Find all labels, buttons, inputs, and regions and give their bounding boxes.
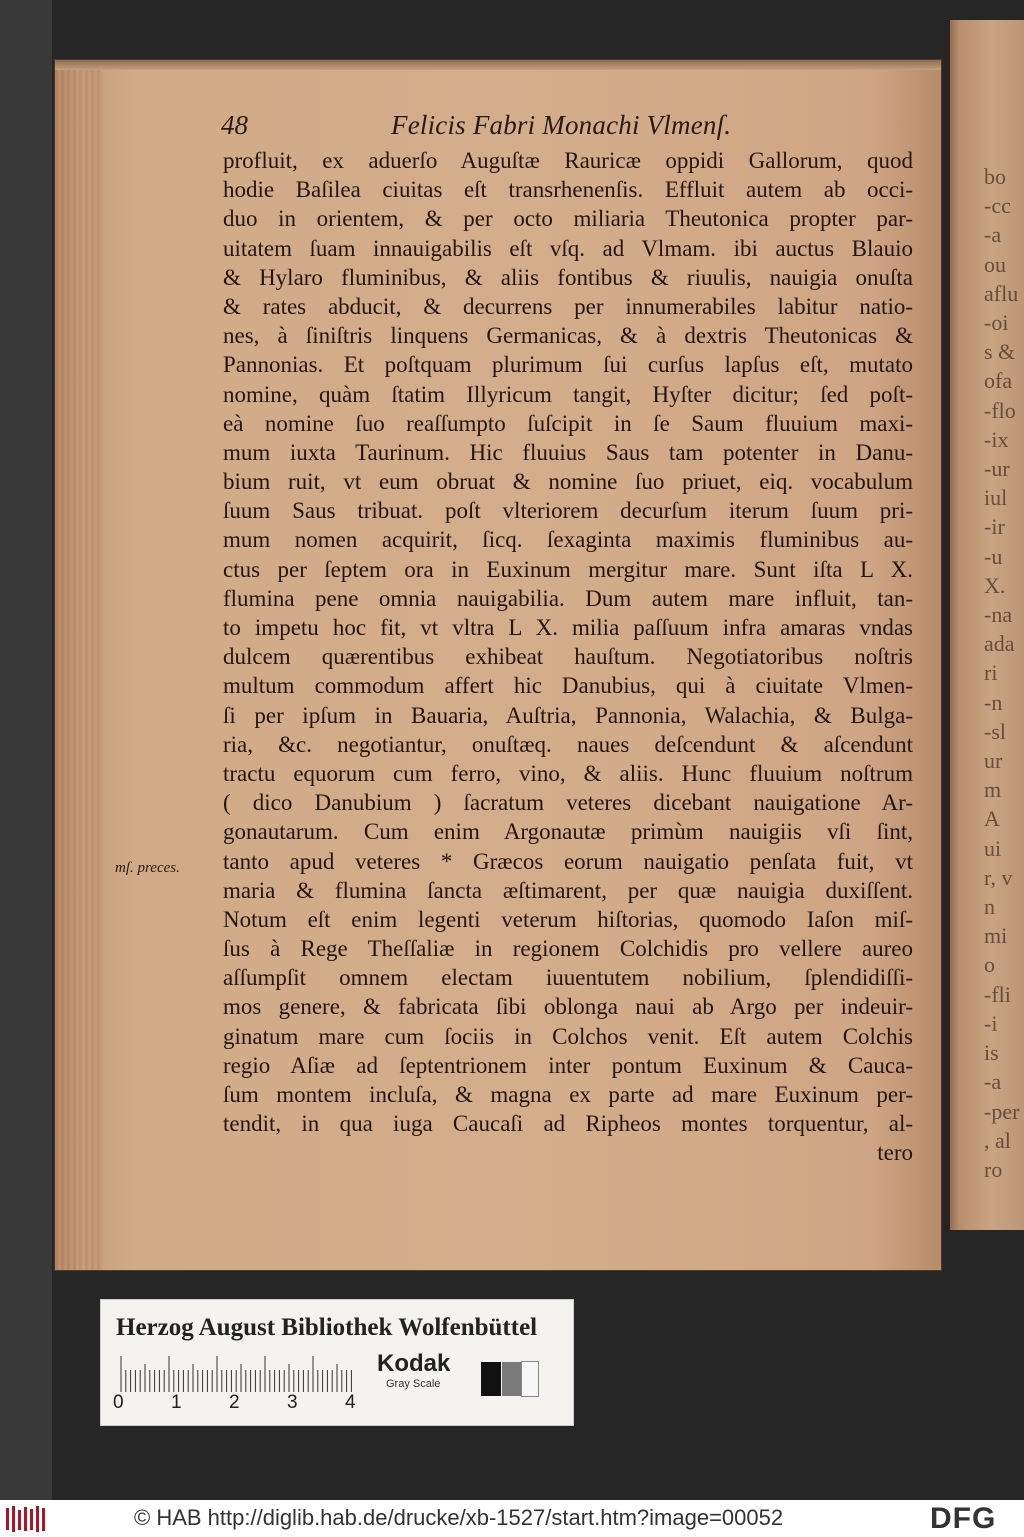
ruler-digit-2: 2 [229, 1392, 240, 1413]
opposite-page-fragment: -per [984, 1098, 1020, 1124]
opposite-page-fragment: -sl [984, 718, 1006, 744]
opposite-page-fragment: X. [984, 572, 1006, 598]
text-line: dulcem quærentibus exhibeat hauſtum. Negotiatoribus noſtris [223, 644, 913, 670]
kodak-logo: Kodak [377, 1350, 451, 1377]
gray-scale-label: Gray Scale [386, 1378, 441, 1390]
opposite-page-fragment: , al [984, 1127, 1011, 1153]
opposite-page-fragment: -ir [984, 514, 1005, 540]
opposite-page [944, 20, 1024, 1230]
ruler-digit-0: 0 [113, 1392, 124, 1413]
footer-bar [0, 1500, 1024, 1537]
opposite-page-fragment: ada [984, 631, 1015, 657]
opposite-page-fragment: -i [984, 1010, 998, 1036]
opposite-page-fragment: -ix [984, 426, 1009, 452]
running-title: Felicis Fabri Monachi Vlmenſ. [391, 110, 732, 140]
opposite-page-fragment: -n [984, 689, 1003, 715]
hab-logo-icon [6, 1506, 50, 1532]
text-line: bium ruit, vt eum obruat & nomine ſuo priuet, eiq. vocabulum [223, 469, 913, 495]
text-line: maria & flumina ſancta æſtimarent, per quæ nauigia duxiſſent. [223, 877, 913, 903]
text-line: nomine, quàm ſtatim Illyricum tangit, Hyſter dicitur; ſed poſt- [223, 381, 913, 407]
text-line: tendit, in qua iuga Caucaſi ad Ripheos montes torquentur, al- [223, 1111, 913, 1137]
page-edge-top [55, 60, 941, 70]
page-number: 48 [221, 110, 248, 140]
text-line: ſum montem incluſa, & magna ex parte ad mare Euxinum per- [223, 1082, 913, 1107]
text-line: mum iuxta Taurinum. Hic fluuius Saus tam potenter in Danu- [223, 439, 913, 465]
page-edge-left [55, 60, 103, 1270]
book-gutter [944, 20, 950, 1230]
text-line: Pannonias. Et poſtquam plurimum ſui curſus lapſus eſt, mutato [223, 352, 913, 378]
text-line: ( dico Danubium ) ſacratum veteres dicebant nauigatione Ar- [223, 790, 913, 816]
text-line: nes, à ſiniſtris linquens Germanicas, & à dextris Theutonicas & [223, 323, 913, 349]
text-line: ſi per ipſum in Bauaria, Auſtria, Pannonia, Walachia, & Bulga- [223, 702, 913, 728]
opposite-page-fragment: o [984, 952, 995, 978]
gray-swatch-white [522, 1362, 538, 1396]
text-line: gonautarum. Cum enim Argonautæ primùm nauigiis vſi ſint, [223, 819, 913, 845]
text-line: ſuum Saus tribuat. poſt vlteriorem decurſum iterum ſuum pri- [223, 498, 913, 524]
text-line: Notum eſt enim legenti veterum hiſtorias, quomodo Iaſon miſ- [223, 906, 913, 932]
text-line: regio Aſiæ ad ſeptentrionem inter pontum Euxinum & Cauca- [223, 1052, 913, 1078]
ruler-digit-4: 4 [345, 1392, 356, 1413]
opposite-page-fragment: iul [984, 485, 1008, 511]
body-text [223, 146, 913, 1168]
opposite-page-fragment: ou [984, 251, 1006, 277]
text-line: eà nomine ſuo reaſſumpto ſuſcipit in ſe Saum fluuium maxi- [223, 410, 913, 436]
opposite-page-fragment: is [984, 1040, 999, 1066]
opposite-page-fragment: ro [984, 1156, 1003, 1182]
opposite-page-fragment: bo [984, 164, 1006, 189]
book-page [55, 60, 941, 1270]
text-line: uitatem ſuam innauigabilis eſt vſq. ad Vlmam. ibi auctus Blauio [223, 235, 913, 261]
gray-swatch-mid [502, 1362, 521, 1396]
ruler-digit-3: 3 [287, 1392, 298, 1413]
opposite-page-fragment: ur [984, 748, 1003, 774]
opposite-page-fragment: -fli [984, 981, 1011, 1007]
text-line: ctus per ſeptem ora in Euxinum mergitur mare. Sunt iſta L X. [223, 556, 913, 582]
opposite-page-fragment: aflu [984, 280, 1019, 306]
copyright-url[interactable]: © HAB http://diglib.hab.de/drucke/xb-1527/start.htm?image=00052 [134, 1505, 784, 1530]
opposite-page-text [984, 162, 1024, 1184]
text-line: profluit, ex aduerſo Auguſtæ Rauricæ oppidi Gallorum, quod [223, 148, 913, 173]
opposite-page-fragment: -cc [984, 193, 1011, 219]
opposite-page-fragment: ofa [984, 368, 1013, 394]
opposite-page-fragment: -oi [984, 310, 1009, 336]
opposite-page-fragment: s & [984, 339, 1016, 365]
text-line: ria, &c. negotiantur, onuſtæq. naues deſcendunt & aſcendunt [223, 731, 913, 757]
text-line: tanto apud veteres * Græcos eorum nauigatio penſata fuit, vt [223, 848, 913, 874]
opposite-page-fragment: n [984, 894, 995, 920]
ruler-scale [119, 1356, 359, 1392]
opposite-page-fragment: -ur [984, 456, 1010, 482]
text-line: to impetu hoc fit, vt vltra L X. milia paſſuum infra amaras vndas [223, 615, 913, 640]
text-line: & Hylaro fluminibus, & aliis fontibus & riuulis, nauigia onuſta [223, 264, 913, 290]
dfg-logo: DFG [930, 1502, 997, 1535]
opposite-page-fragment: mi [984, 923, 1008, 949]
text-line: hodie Baſilea ciuitas eſt transrhenenſis. Effluit autem ab occi- [223, 177, 913, 203]
text-line: mos genere, & fabricata ſibi oblonga naui ab Argo per indeuir- [223, 994, 913, 1020]
margin-note: mſ. preces. [115, 860, 180, 876]
text-line: multum commodum affert hic Danubius, qui à ciuitate Vlmen- [223, 673, 913, 699]
text-line: tractu equorum cum ferro, vino, & aliis. Hunc fluuium noſtrum [223, 760, 913, 786]
text-line: & rates abducit, & decurrens per innumerabiles labitur natio- [223, 293, 913, 319]
opposite-page-fragment: -u [984, 543, 1003, 569]
opposite-page-fragment: r, v [984, 864, 1013, 890]
opposite-page-fragment: -a [984, 222, 1002, 248]
text-line: tero [877, 1140, 913, 1166]
opposite-page-fragment: -na [984, 602, 1013, 628]
opposite-page-fragment: m [984, 777, 1002, 803]
text-line: ſus à Rege Theſſaliæ in regionem Colchidis pro vellere aureo [223, 936, 913, 962]
institution-name: Herzog August Bibliothek Wolfenbüttel [116, 1314, 538, 1341]
opposite-page-fragment: ri [984, 660, 998, 686]
opposite-page-fragment: ui [984, 835, 1002, 861]
text-line: duo in orientem, & per octo miliaria Theutonica propter par- [223, 206, 913, 232]
opposite-page-fragment: A [984, 806, 1000, 832]
scan-left-strip [0, 0, 52, 1500]
color-chart-card [101, 1300, 573, 1425]
text-line: mum nomen acquirit, ſicq. ſexaginta maximis fluminibus au- [223, 527, 913, 553]
gray-swatch-black [481, 1362, 501, 1396]
opposite-page-fragment: -a [984, 1069, 1002, 1095]
text-line: ginatum mare cum ſociis in Colchos venit. Eſt autem Colchis [223, 1023, 913, 1049]
ruler-digit-1: 1 [171, 1392, 182, 1413]
text-line: aſſumpſit omnem electam iuuentutem nobilium, ſplendidiſſi- [223, 965, 913, 991]
opposite-page-fragment: -flo [984, 397, 1016, 423]
text-line: flumina pene omnia nauigabilia. Dum autem mare influit, tan- [223, 585, 913, 611]
